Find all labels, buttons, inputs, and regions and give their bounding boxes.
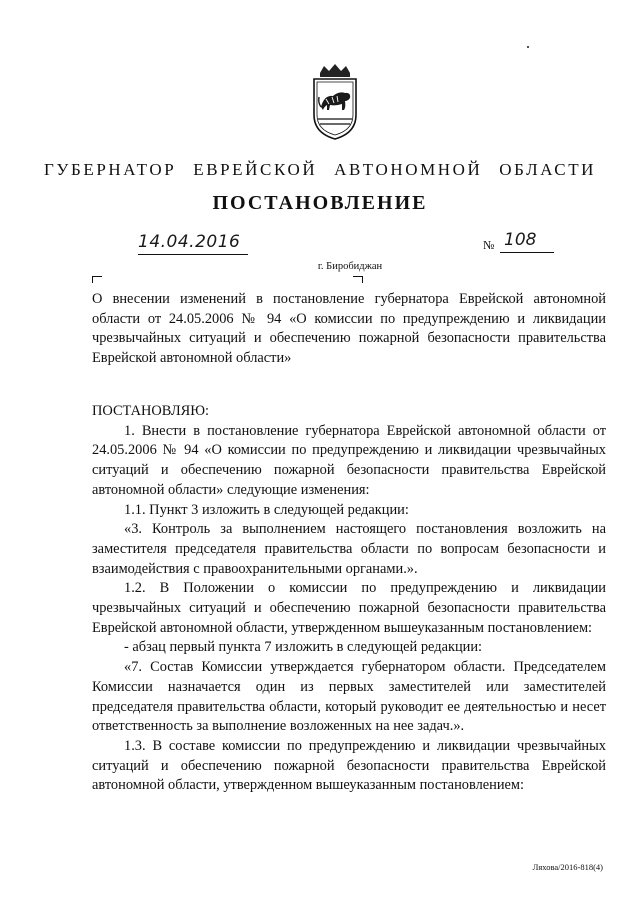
paragraph-1-2-quote: «7. Состав Комиссии утверждается губернатором области. Председателем Комиссии назначается один из первых заместителей или заместителей председателя правительства области, который руководит ее деятельностью и несет ответственность за выполнение возложенных на нее задач.». xyxy=(92,659,606,735)
city-label: г. Биробиджан xyxy=(317,261,383,272)
governor-title: ГУБЕРНАТОР ЕВРЕЙСКОЙ АВТОНОМНОЙ ОБЛАСТИ xyxy=(43,160,597,179)
paragraph-1-1-quote: «3. Контроль за выполнением настоящего постановления возложить на заместителя председателя правительства области по вопросам безопасности и взаимодействия с правоохранительными органами.». xyxy=(92,521,606,577)
document-subject: О внесении изменений в постановление губернатора Еврейской автономной области от 24.05.2006 № 94 «О комиссии по предупреждению и ликвидации чрезвычайных ситуаций и обеспечению пожарной безопасности правительства Еврейской автономной области» xyxy=(92,291,606,367)
document-type-title: ПОСТАНОВЛЕНИЕ xyxy=(212,192,428,214)
paragraph-1-2-item: - абзац первый пункта 7 изложить в следующей редакции: xyxy=(124,639,483,656)
subject-bracket-right xyxy=(353,276,363,283)
paragraph-1-3: 1.3. В составе комиссии по предупреждению и ликвидации чрезвычайных ситуаций и обеспечению пожарной безопасности правительства Еврейской автономной области, утвержденном вышеуказанным постановлением: xyxy=(92,737,606,794)
handwritten-number: 108 xyxy=(504,230,537,250)
document-body xyxy=(92,402,606,796)
paragraph-1-1: 1.1. Пункт 3 изложить в следующей редакции: xyxy=(124,501,409,518)
subject-bracket-left xyxy=(92,276,102,283)
paragraph-1: 1. Внести в постановление губернатора Еврейской автономной области от 24.05.2006 № 94 «О комиссии по предупреждению и ликвидации чрезвычайных ситуаций и обеспечению пожарной безопасности правительства Еврейской автономной области» следующие изменения: xyxy=(92,422,606,498)
handwritten-date: 14.04.2016 xyxy=(138,232,241,252)
coat-of-arms-icon xyxy=(308,63,362,141)
scan-speck xyxy=(527,46,529,48)
paragraph-1-2: 1.2. В Положении о комиссии по предупреждению и ликвидации чрезвычайных ситуаций и обеспечению пожарной безопасности правительства Еврейской автономной области, утвержденном вышеуказанным постановлением: xyxy=(92,580,606,636)
date-field xyxy=(138,232,248,255)
resolve-heading: ПОСТАНОВЛЯЮ: xyxy=(92,403,210,419)
number-label: № xyxy=(483,238,495,252)
footer-code: Ляхова/2016-818(4) xyxy=(532,862,603,872)
number-field xyxy=(500,230,554,253)
